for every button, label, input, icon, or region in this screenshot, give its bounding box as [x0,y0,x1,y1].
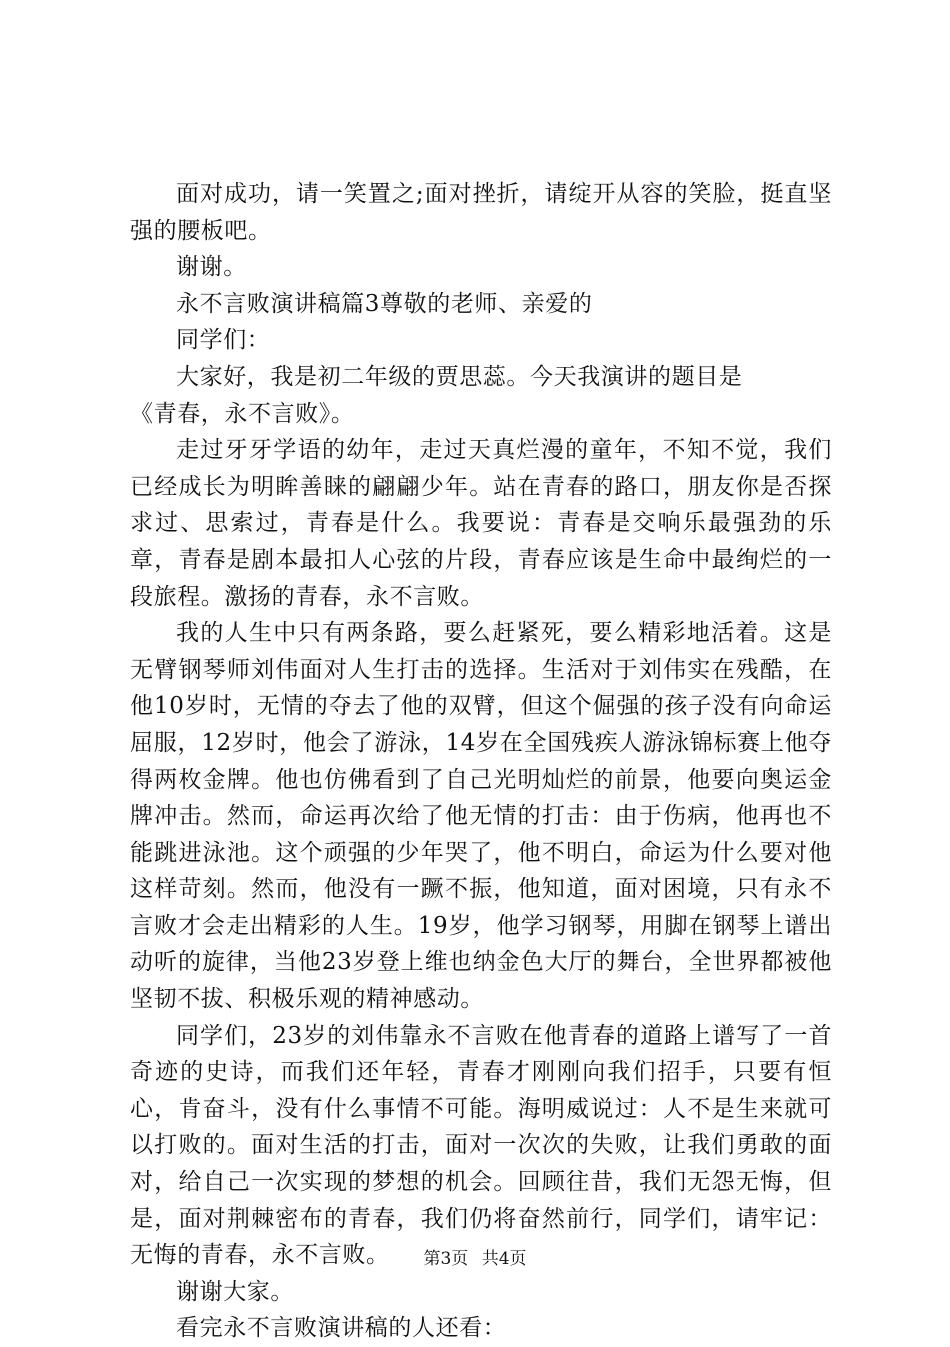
paragraph-10: 看完永不言败演讲稿的人还看： [176,1315,507,1342]
paragraph-6: 走过牙牙学语的幼年，走过天真烂漫的童年，不知不觉，我们已经成长为明眸善睐的翩翩少年。站在青春的路口，朋友你是否探求过、思索过，青春是什么。我要说：青春是交响乐最强劲的乐章，青春是剧本最扣人心弦的片段，青春应该是生命中最绚烂的一段旅程。激扬的青春，永不言败。 [130,437,832,610]
page-footer [0,1244,950,1269]
paragraph-4: 同学们： [176,327,271,354]
paragraph-1: 面对成功，请一笑置之;面对挫折，请绽开从容的笑脸，挺直坚强的腰板吧。 [130,181,832,244]
paragraph-5: 大家好，我是初二年级的贾思蕊。今天我演讲的题目是 《青春，永不言败》。 [130,363,743,427]
document-body [130,176,832,1347]
page-total: 共4页 [481,1249,527,1269]
page-number: 第3页 [423,1249,469,1269]
paragraph-7: 我的人生中只有两条路，要么赶紧死，要么精彩地活着。这是无臂钢琴师刘伟面对人生打击的选择。生活对于刘伟实在残酷，在他10岁时，无情的夺去了他的双臂，但这个倔强的孩子没有向命运屈服，12岁时，他会了游泳，14岁在全国残疾人游泳锦标赛上他夺得两枚金牌。他也仿佛看到了自己光明灿烂的前景，他要向奥运金牌冲击。然而，命运再次给了他无情的打击：由于伤病，他再也不能跳进泳池。这个顽强的少年哭了，他不明白，命运为什么要对他这样苛刻。然而，他没有一蹶不振，他知道，面对困境，只有永不言败才会走出精彩的人生。19岁，他学习钢琴，用脚在钢琴上谱出动听的旋律，当他23岁登上维也纳金色大厅的舞台，全世界都被他坚韧不拔、积极乐观的精神感动。 [130,620,832,1013]
paragraph-9: 谢谢大家。 [176,1278,294,1305]
paragraph-3: 永不言败演讲稿篇3尊敬的老师、亲爱的 [176,290,593,317]
paragraph-8: 同学们，23岁的刘伟靠永不言败在他青春的道路上谱写了一首奇迹的史诗，而我们还年轻，青春才刚刚向我们招手，只要有恒心，肯奋斗，没有什么事情不可能。海明威说过：人不是生来就可以打败的。面对生活的打击，面对一次次的失败，让我们勇敢的面对，给自己一次实现的梦想的机会。回顾往昔，我们无怨无悔，但是，面对荆棘密布的青春，我们仍将奋然前行，同学们，请牢记：无悔的青春，永不言败。 [130,1022,832,1269]
paragraph-2: 谢谢。 [176,254,247,281]
